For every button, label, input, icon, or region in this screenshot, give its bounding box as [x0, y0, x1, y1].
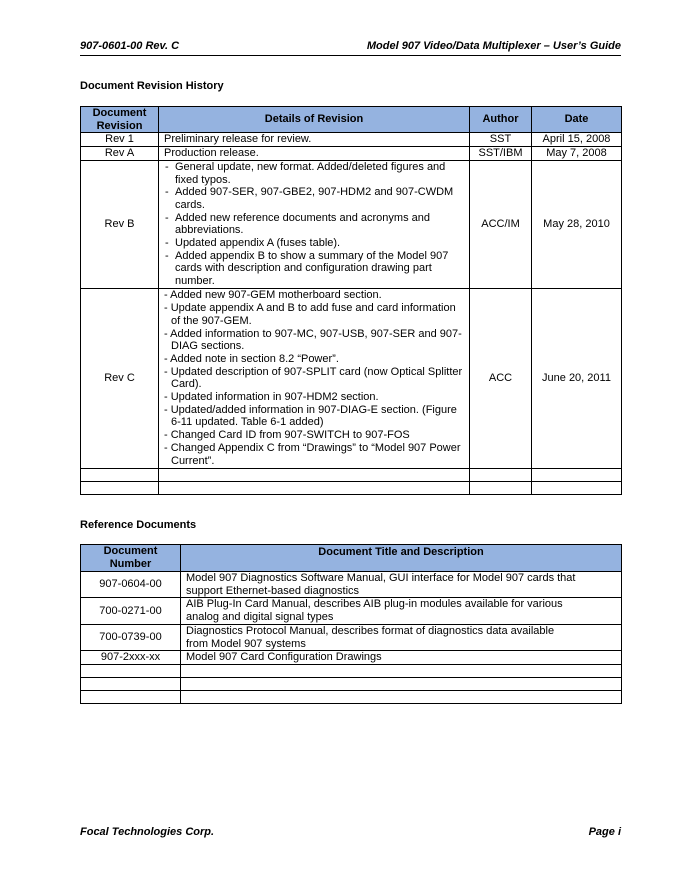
date-cell: May 28, 2010: [532, 160, 622, 288]
table-row: [81, 160, 622, 288]
revision-cell: Rev B: [81, 160, 159, 288]
list-item: - Added information to 907-MC, 907-USB, 907-SER and 907-DIAG sections.: [164, 327, 462, 353]
doc-description-cell: Model 907 Card Configuration Drawings: [181, 651, 622, 665]
table-row: [81, 572, 622, 598]
date-cell: April 15, 2008: [532, 133, 622, 147]
list-item: - Updated information in 907-HDM2 section.: [164, 391, 379, 404]
column-header: Author: [470, 107, 532, 133]
list-item: - Added new 907-GEM motherboard section.: [164, 289, 382, 302]
empty-row: [81, 664, 622, 677]
table-header-row: [81, 107, 622, 133]
author-cell: SST/IBM: [470, 147, 532, 161]
list-item: - Added appendix B to show a summary of the Model 907 cards with description and configuration drawing part number.: [165, 249, 449, 288]
footer-company: Focal Technologies Corp.: [80, 826, 215, 838]
table-row: [81, 288, 622, 468]
page-header: [80, 40, 621, 56]
table-row: [81, 651, 622, 665]
revision-cell: Rev A: [81, 147, 159, 161]
list-item: - Changed Card ID from 907-SWITCH to 907-FOS: [164, 429, 410, 442]
list-item: - Update appendix A and B to add fuse and card information of the 907-GEM.: [164, 302, 456, 327]
details-cell: Production release.: [159, 147, 470, 161]
details-cell: [159, 160, 470, 288]
date-cell: June 20, 2011: [532, 288, 622, 468]
column-header: Date: [532, 107, 622, 133]
revision-history-title: Document Revision History: [80, 80, 224, 92]
empty-row: [81, 677, 622, 690]
list-item: - General update, new format. Added/deleted figures and fixed typos.: [165, 160, 446, 186]
doc-description-cell: Diagnostics Protocol Manual, describes format of diagnostics data available from Model 907 systems: [181, 624, 622, 650]
list-item: - Updated appendix A (fuses table).: [165, 237, 341, 250]
guide-title: Model 907 Video/Data Multiplexer – User’s Guide: [366, 40, 621, 52]
table-row: [81, 624, 622, 650]
date-cell: May 7, 2008: [532, 147, 622, 161]
footer-page-number: Page i: [588, 826, 621, 838]
revision-cell: Rev C: [81, 288, 159, 468]
column-header: Details of Revision: [159, 107, 470, 133]
author-cell: ACC/IM: [470, 160, 532, 288]
details-cell: [159, 288, 470, 468]
doc-description-cell: Model 907 Diagnostics Software Manual, GUI interface for Model 907 cards that support Ethernet-based diagnostics: [181, 572, 622, 598]
doc-number-cell: 700-0271-00: [81, 598, 181, 624]
list-item: - Added 907-SER, 907-GBE2, 907-HDM2 and 907-CWDM cards.: [165, 186, 454, 211]
list-item: - Added new reference documents and acronyms and abbreviations.: [165, 211, 430, 237]
doc-number-cell: 700-0739-00: [81, 624, 181, 650]
doc-number-cell: 907-0604-00: [81, 572, 181, 598]
table-row: [81, 133, 622, 147]
doc-description-cell: AIB Plug-In Card Manual, describes AIB plug-in modules available for various analog and digital signal types: [181, 598, 622, 624]
list-item: - Updated description of 907-SPLIT card (now Optical Splitter Card).: [164, 365, 463, 391]
table-row: [81, 147, 622, 161]
column-header: Document Revision: [81, 107, 159, 133]
reference-documents-table: [80, 544, 622, 704]
document-id: 907-0601-00 Rev. C: [80, 40, 180, 52]
doc-number-cell: 907-2xxx-xx: [81, 651, 181, 665]
table-header-row: [81, 545, 622, 572]
revision-cell: Rev 1: [81, 133, 159, 147]
column-header: Document Title and Description: [181, 545, 622, 572]
revision-history-table: [80, 106, 622, 495]
column-header: Document Number: [81, 545, 181, 572]
author-cell: SST: [470, 133, 532, 147]
table-row: [81, 598, 622, 624]
empty-row: [81, 481, 622, 494]
list-item: - Updated/added information in 907-DIAG-E section. (Figure 6-11 updated. Table 6-1 added): [164, 403, 457, 429]
author-cell: ACC: [470, 288, 532, 468]
details-cell: Preliminary release for review.: [159, 133, 470, 147]
list-item: - Changed Appendix C from “Drawings” to “Model 907 Power Current”.: [164, 441, 461, 467]
reference-documents-title: Reference Documents: [80, 519, 197, 531]
list-item: - Added note in section 8.2 “Power”.: [164, 352, 339, 365]
empty-row: [81, 690, 622, 703]
empty-row: [81, 468, 622, 481]
